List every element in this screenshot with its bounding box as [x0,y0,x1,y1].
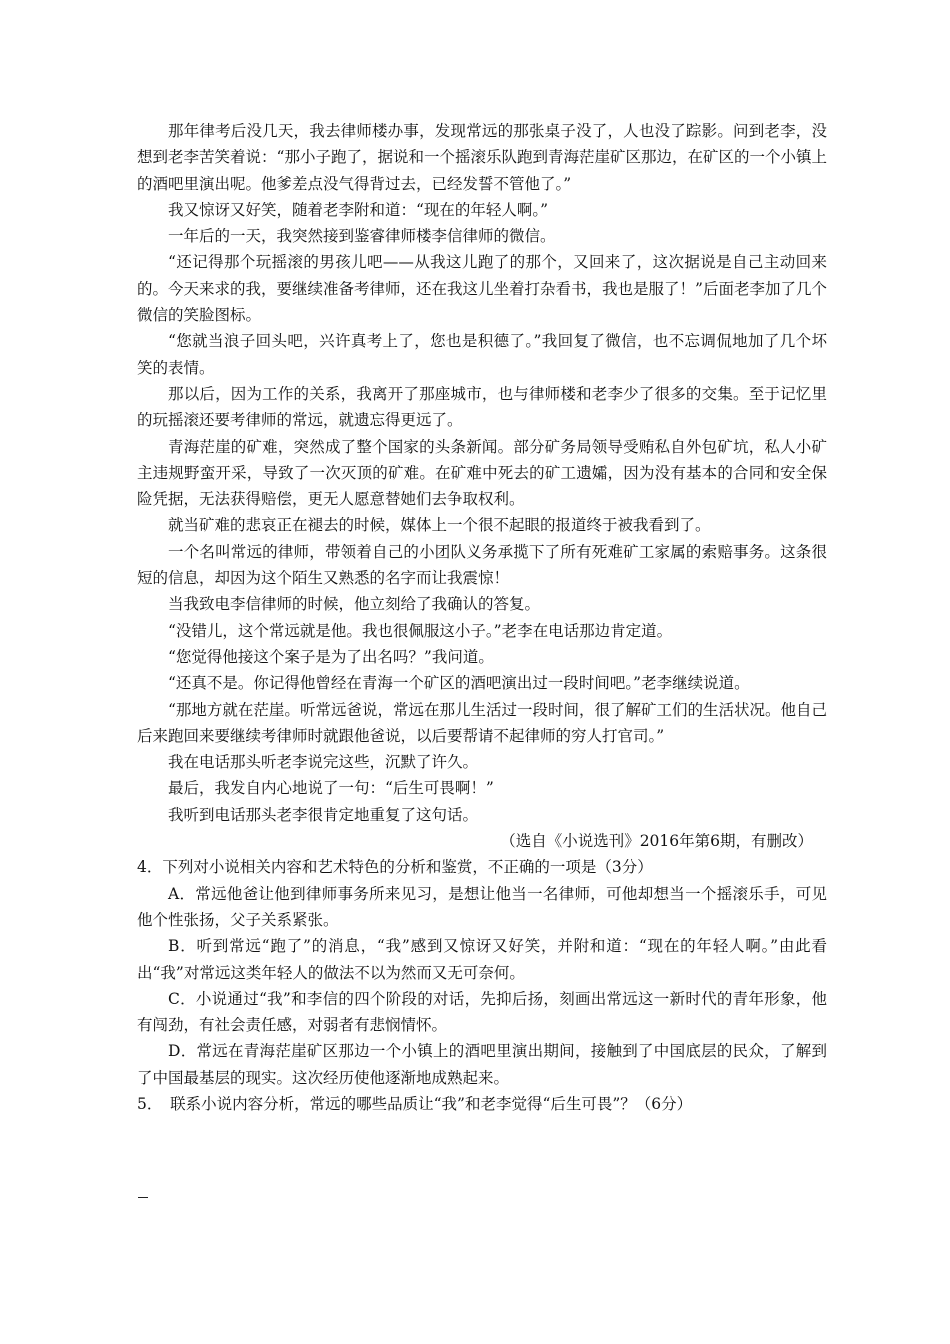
story-paragraph: 那以后，因为工作的关系，我离开了那座城市，也与律师楼和老李少了很多的交集。至于记忆里的玩摇滚还要考律师的常远，就遗忘得更远了。 [137,384,827,430]
question-4-option-a: A．常远他爸让他到律师事务所来见习，是想让他当一名律师，可他却想当一个摇滚乐手，可见他个性张扬，父子关系紧张。 [137,884,827,929]
story-paragraph: 那年律考后没几天，我去律师楼办事，发现常远的那张桌子没了，人也没了踪影。问到老李，没想到老李苦笑着说：“那小子跑了，据说和一个摇滚乐队跑到青海茫崖矿区那边，在矿区的一个小镇上的酒吧里演出呢。他爹差点没气得背过去，已经发誓不管他了。” [137,122,827,193]
story-paragraph: “您就当浪子回头吧，兴许真考上了，您也是积德了。”我回复了微信，也不忘调侃地加了几个坏笑的表情。 [137,332,827,377]
story-paragraph: 就当矿难的悲哀正在褪去的时候，媒体上一个很不起眼的报道终于被我看到了。 [168,516,711,535]
story-paragraph: “那地方就在茫崖。听常远爸说，常远在那儿生活过一段时间，很了解矿工们的生活状况。他自己后来跑回来要继续考律师时就跟他爸说，以后要帮请不起律师的穷人打官司。” [137,700,827,745]
story-paragraph: 我听到电话那头老李很肯定地重复了这句话。 [168,805,479,824]
story-paragraph: “还真不是。你记得他曾经在青海一个矿区的酒吧演出过一段时间吧。”老李继续说道。 [168,674,750,693]
story-source-citation: （选自《小说选刊》2016年第6期，有删改） [500,832,813,851]
question-4 [137,854,827,1091]
document-body [137,118,827,1117]
story-paragraph: “还记得那个玩摇滚的男孩儿吧——从我这儿跑了的那个，又回来了，这次据说是自己主动回来的。今天来求的我，要继续准备考律师，还在我这儿坐着打杂看书，我也是服了！”后面老李加了几个微信的笑脸图标。 [137,253,827,325]
story-paragraph: 我又惊讶又好笑，随着老李附和道：“现在的年轻人啊。” [168,200,549,219]
answer-blank-line [138,1197,148,1198]
question-4-option-c: C．小说通过“我”和李信的四个阶段的对话，先抑后扬，刻画出常远这一新时代的青年形象，他有闯劲，有社会责任感，对弱者有悲悯情怀。 [137,989,827,1035]
question-5-stem: 5． 联系小说内容分析，常远的哪些品质让“我”和老李觉得“后生可畏”？（6分） [137,1094,693,1113]
story-paragraph: 当我致电李信律师的时候，他立刻给了我确认的答复。 [168,595,541,614]
question-4-option-d: D．常远在青海茫崖矿区那边一个小镇上的酒吧里演出期间，接触到了中国底层的民众，了解到了中国最基层的现实。这次经历使他逐渐地成熟起来。 [137,1042,827,1087]
story-paragraph: 青海茫崖的矿难，突然成了整个国家的头条新闻。部分矿务局领导受贿私自外包矿坑，私人小矿主违规野蛮开采，导致了一次灭顶的矿难。在矿难中死去的矿工遗孀，因为没有基本的合同和安全保险凭据，无法获得赔偿，更无人愿意替她们去争取权利。 [137,437,827,509]
story-paragraph: “没错儿，这个常远就是他。我也很佩服这小子。”老李在电话那边肯定道。 [168,621,673,640]
story-paragraph: 一年后的一天，我突然接到鉴睿律师楼李信律师的微信。 [168,227,556,246]
story-paragraph: 一个名叫常远的律师，带领着自己的小团队义务承揽下了所有死难矿工家属的索赔事务。这条很短的信息，却因为这个陌生又熟悉的名字而让我震惊！ [137,542,827,588]
question-4-stem: 4．下列对小说相关内容和艺术特色的分析和鉴赏，不正确的一项是（3分） [137,858,653,877]
story-paragraph: “您觉得他接这个案子是为了出名吗？”我问道。 [168,647,494,666]
story-text [137,118,827,854]
question-4-option-b: B．听到常远“跑了”的消息，“我”感到又惊讶又好笑，并附和道：“现在的年轻人啊。”由此看出“我”对常远这类年轻人的做法不以为然而又无可奈何。 [137,937,827,982]
question-5 [137,1091,827,1117]
story-paragraph: 最后，我发自内心地说了一句：“后生可畏啊！” [168,779,494,798]
story-paragraph: 我在电话那头听老李说完这些，沉默了许久。 [168,753,479,772]
